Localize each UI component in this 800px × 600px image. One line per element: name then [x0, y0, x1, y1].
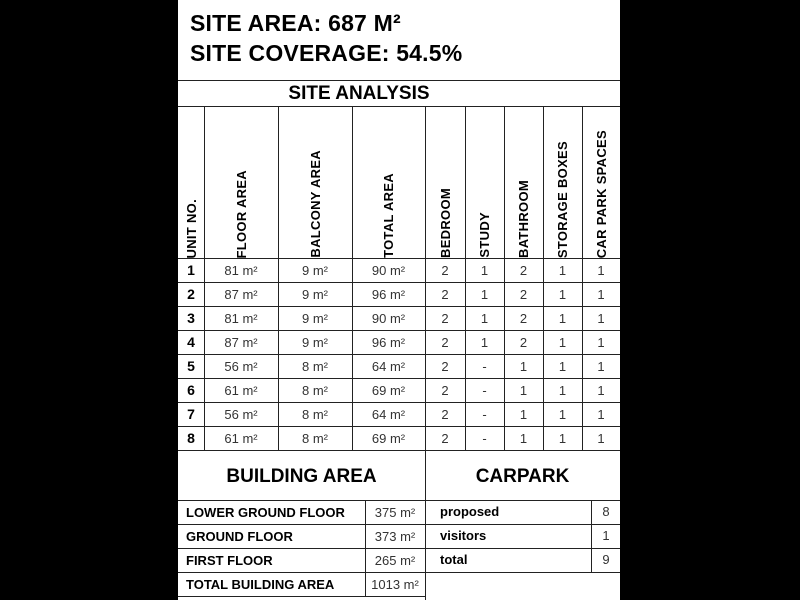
grid-line: [178, 402, 620, 403]
building-row-label: LOWER GROUND FLOOR: [186, 504, 345, 520]
column-header: [582, 106, 620, 258]
grid-line: [582, 106, 583, 450]
unit-number: 3: [187, 310, 195, 326]
unit-number: 8: [187, 430, 195, 446]
table-cell: 61 m²: [224, 430, 258, 446]
column-header: [352, 106, 425, 258]
grid-line: [465, 106, 466, 450]
grid-line: [204, 106, 205, 450]
building-row-label: TOTAL BUILDING AREA: [186, 576, 335, 592]
table-cell: 1: [519, 358, 528, 374]
grid-line: [178, 524, 425, 525]
table-cell: 1: [519, 382, 528, 398]
table-cell: 1: [558, 382, 567, 398]
table-cell: 8 m²: [302, 358, 328, 374]
grid-line: [504, 106, 505, 450]
building-row-value: 373 m²: [374, 528, 416, 544]
table-cell: 9 m²: [302, 334, 328, 350]
site-coverage-text: SITE COVERAGE: 54.5%: [190, 40, 463, 66]
table-cell: 1: [597, 286, 605, 302]
column-header-label: TOTAL AREA: [381, 173, 396, 258]
column-header-label: UNIT NO.: [183, 198, 199, 258]
grid-line: [178, 548, 425, 549]
table-cell: 2: [441, 334, 449, 350]
table-cell: 1: [558, 262, 567, 278]
table-cell: 1: [597, 406, 605, 422]
grid-line: [178, 306, 620, 307]
unit-number: 7: [187, 406, 195, 422]
table-cell: 1: [480, 310, 489, 326]
table-cell: 90 m²: [371, 310, 406, 326]
table-cell: 9 m²: [302, 286, 328, 302]
unit-number: 2: [187, 286, 195, 302]
table-cell: 2: [519, 262, 528, 278]
grid-line: [425, 106, 426, 450]
building-row-value: 375 m²: [374, 504, 416, 520]
column-header: [278, 106, 352, 258]
table-cell: 81 m²: [224, 310, 258, 326]
carpark-row-label: visitors: [440, 527, 487, 543]
building-row-label: GROUND FLOOR: [186, 528, 293, 544]
column-header: [504, 106, 543, 258]
table-cell: 1: [597, 334, 605, 350]
table-cell: 1: [597, 382, 605, 398]
table-cell: 2: [441, 430, 449, 446]
carpark-row-label: proposed: [440, 503, 500, 519]
grid-line: [543, 106, 544, 450]
column-header: [204, 106, 278, 258]
table-cell: -: [482, 406, 487, 422]
column-header-label: BALCONY AREA: [307, 150, 323, 258]
table-cell: 1: [597, 262, 605, 278]
carpark-row-value: 8: [602, 503, 610, 519]
table-cell: 1: [519, 406, 528, 422]
site-analysis-title: SITE ANALYSIS: [288, 83, 430, 104]
table-cell: 9 m²: [302, 262, 328, 278]
column-header: [425, 106, 465, 258]
table-cell: 87 m²: [224, 286, 258, 302]
table-cell: 2: [441, 310, 449, 326]
table-cell: 8 m²: [302, 430, 328, 446]
column-header: [178, 106, 204, 258]
table-cell: 61 m²: [224, 382, 258, 398]
column-header-label: BEDROOM: [437, 188, 453, 258]
column-header-label: CAR PARK SPACES: [593, 129, 609, 258]
table-cell: 1: [597, 430, 605, 446]
table-cell: 96 m²: [371, 334, 406, 350]
grid-line: [178, 378, 620, 379]
grid-line: [178, 450, 620, 451]
table-cell: 1: [558, 334, 567, 350]
site-analysis-sheet: [178, 0, 620, 600]
building-row-value: 1013 m²: [371, 576, 419, 592]
column-header-label: STORAGE BOXES: [555, 140, 570, 258]
building-row-value: 265 m²: [374, 552, 416, 568]
grid-line: [591, 500, 592, 572]
table-cell: 56 m²: [224, 358, 258, 374]
table-cell: 64 m²: [371, 406, 406, 422]
column-header: [465, 106, 504, 258]
carpark-title: CARPARK: [475, 466, 570, 487]
unit-number: 4: [187, 334, 195, 350]
grid-line: [178, 500, 425, 501]
grid-line: [352, 106, 353, 450]
table-cell: -: [482, 358, 487, 374]
table-cell: 2: [519, 334, 528, 350]
grid-line: [178, 258, 620, 259]
table-cell: 81 m²: [224, 262, 258, 278]
table-cell: 90 m²: [371, 262, 406, 278]
table-cell: 87 m²: [224, 334, 258, 350]
grid-line: [365, 500, 366, 596]
table-cell: 1: [480, 286, 489, 302]
table-cell: -: [482, 382, 487, 398]
grid-line: [178, 330, 620, 331]
table-cell: 2: [441, 406, 449, 422]
table-cell: 64 m²: [371, 358, 406, 374]
unit-number: 5: [187, 358, 195, 374]
grid-line: [178, 282, 620, 283]
unit-number: 1: [187, 262, 195, 278]
carpark-row-value: 9: [602, 551, 610, 567]
table-cell: 1: [558, 286, 567, 302]
building-area-title: BUILDING AREA: [226, 466, 377, 487]
grid-line: [425, 572, 620, 573]
carpark-row-label: total: [440, 551, 468, 567]
table-cell: 1: [597, 310, 605, 326]
table-cell: 96 m²: [371, 286, 406, 302]
carpark-row-value: 1: [602, 527, 610, 543]
table-cell: 1: [597, 358, 605, 374]
site-area-text: SITE AREA: 687 M²: [190, 10, 401, 36]
table-cell: 1: [558, 430, 567, 446]
table-cell: 2: [519, 286, 528, 302]
grid-line: [278, 106, 279, 450]
column-header: [543, 106, 582, 258]
table-cell: 1: [519, 430, 528, 446]
column-header-label: FLOOR AREA: [233, 169, 249, 258]
table-cell: 9 m²: [302, 310, 328, 326]
table-cell: 1: [558, 310, 567, 326]
table-cell: 8 m²: [302, 406, 328, 422]
table-cell: 2: [519, 310, 528, 326]
table-cell: 1: [480, 334, 489, 350]
table-cell: 1: [558, 358, 567, 374]
column-header-label: BATHROOM: [516, 180, 531, 258]
table-cell: 2: [441, 262, 449, 278]
table-cell: 2: [441, 382, 449, 398]
grid-line: [178, 596, 425, 597]
grid-line: [178, 426, 620, 427]
table-cell: 8 m²: [302, 382, 328, 398]
table-cell: 1: [480, 262, 489, 278]
unit-number: 6: [187, 382, 195, 398]
table-cell: 1: [558, 406, 567, 422]
grid-line: [178, 572, 425, 573]
building-row-label: FIRST FLOOR: [186, 552, 273, 568]
column-header-label: STUDY: [477, 212, 492, 258]
section-divider: [425, 450, 426, 600]
table-cell: 2: [441, 286, 449, 302]
table-cell: 56 m²: [224, 406, 258, 422]
table-cell: 69 m²: [371, 430, 406, 446]
table-cell: 69 m²: [371, 382, 406, 398]
table-cell: -: [482, 430, 487, 446]
grid-line: [178, 354, 620, 355]
table-cell: 2: [441, 358, 449, 374]
